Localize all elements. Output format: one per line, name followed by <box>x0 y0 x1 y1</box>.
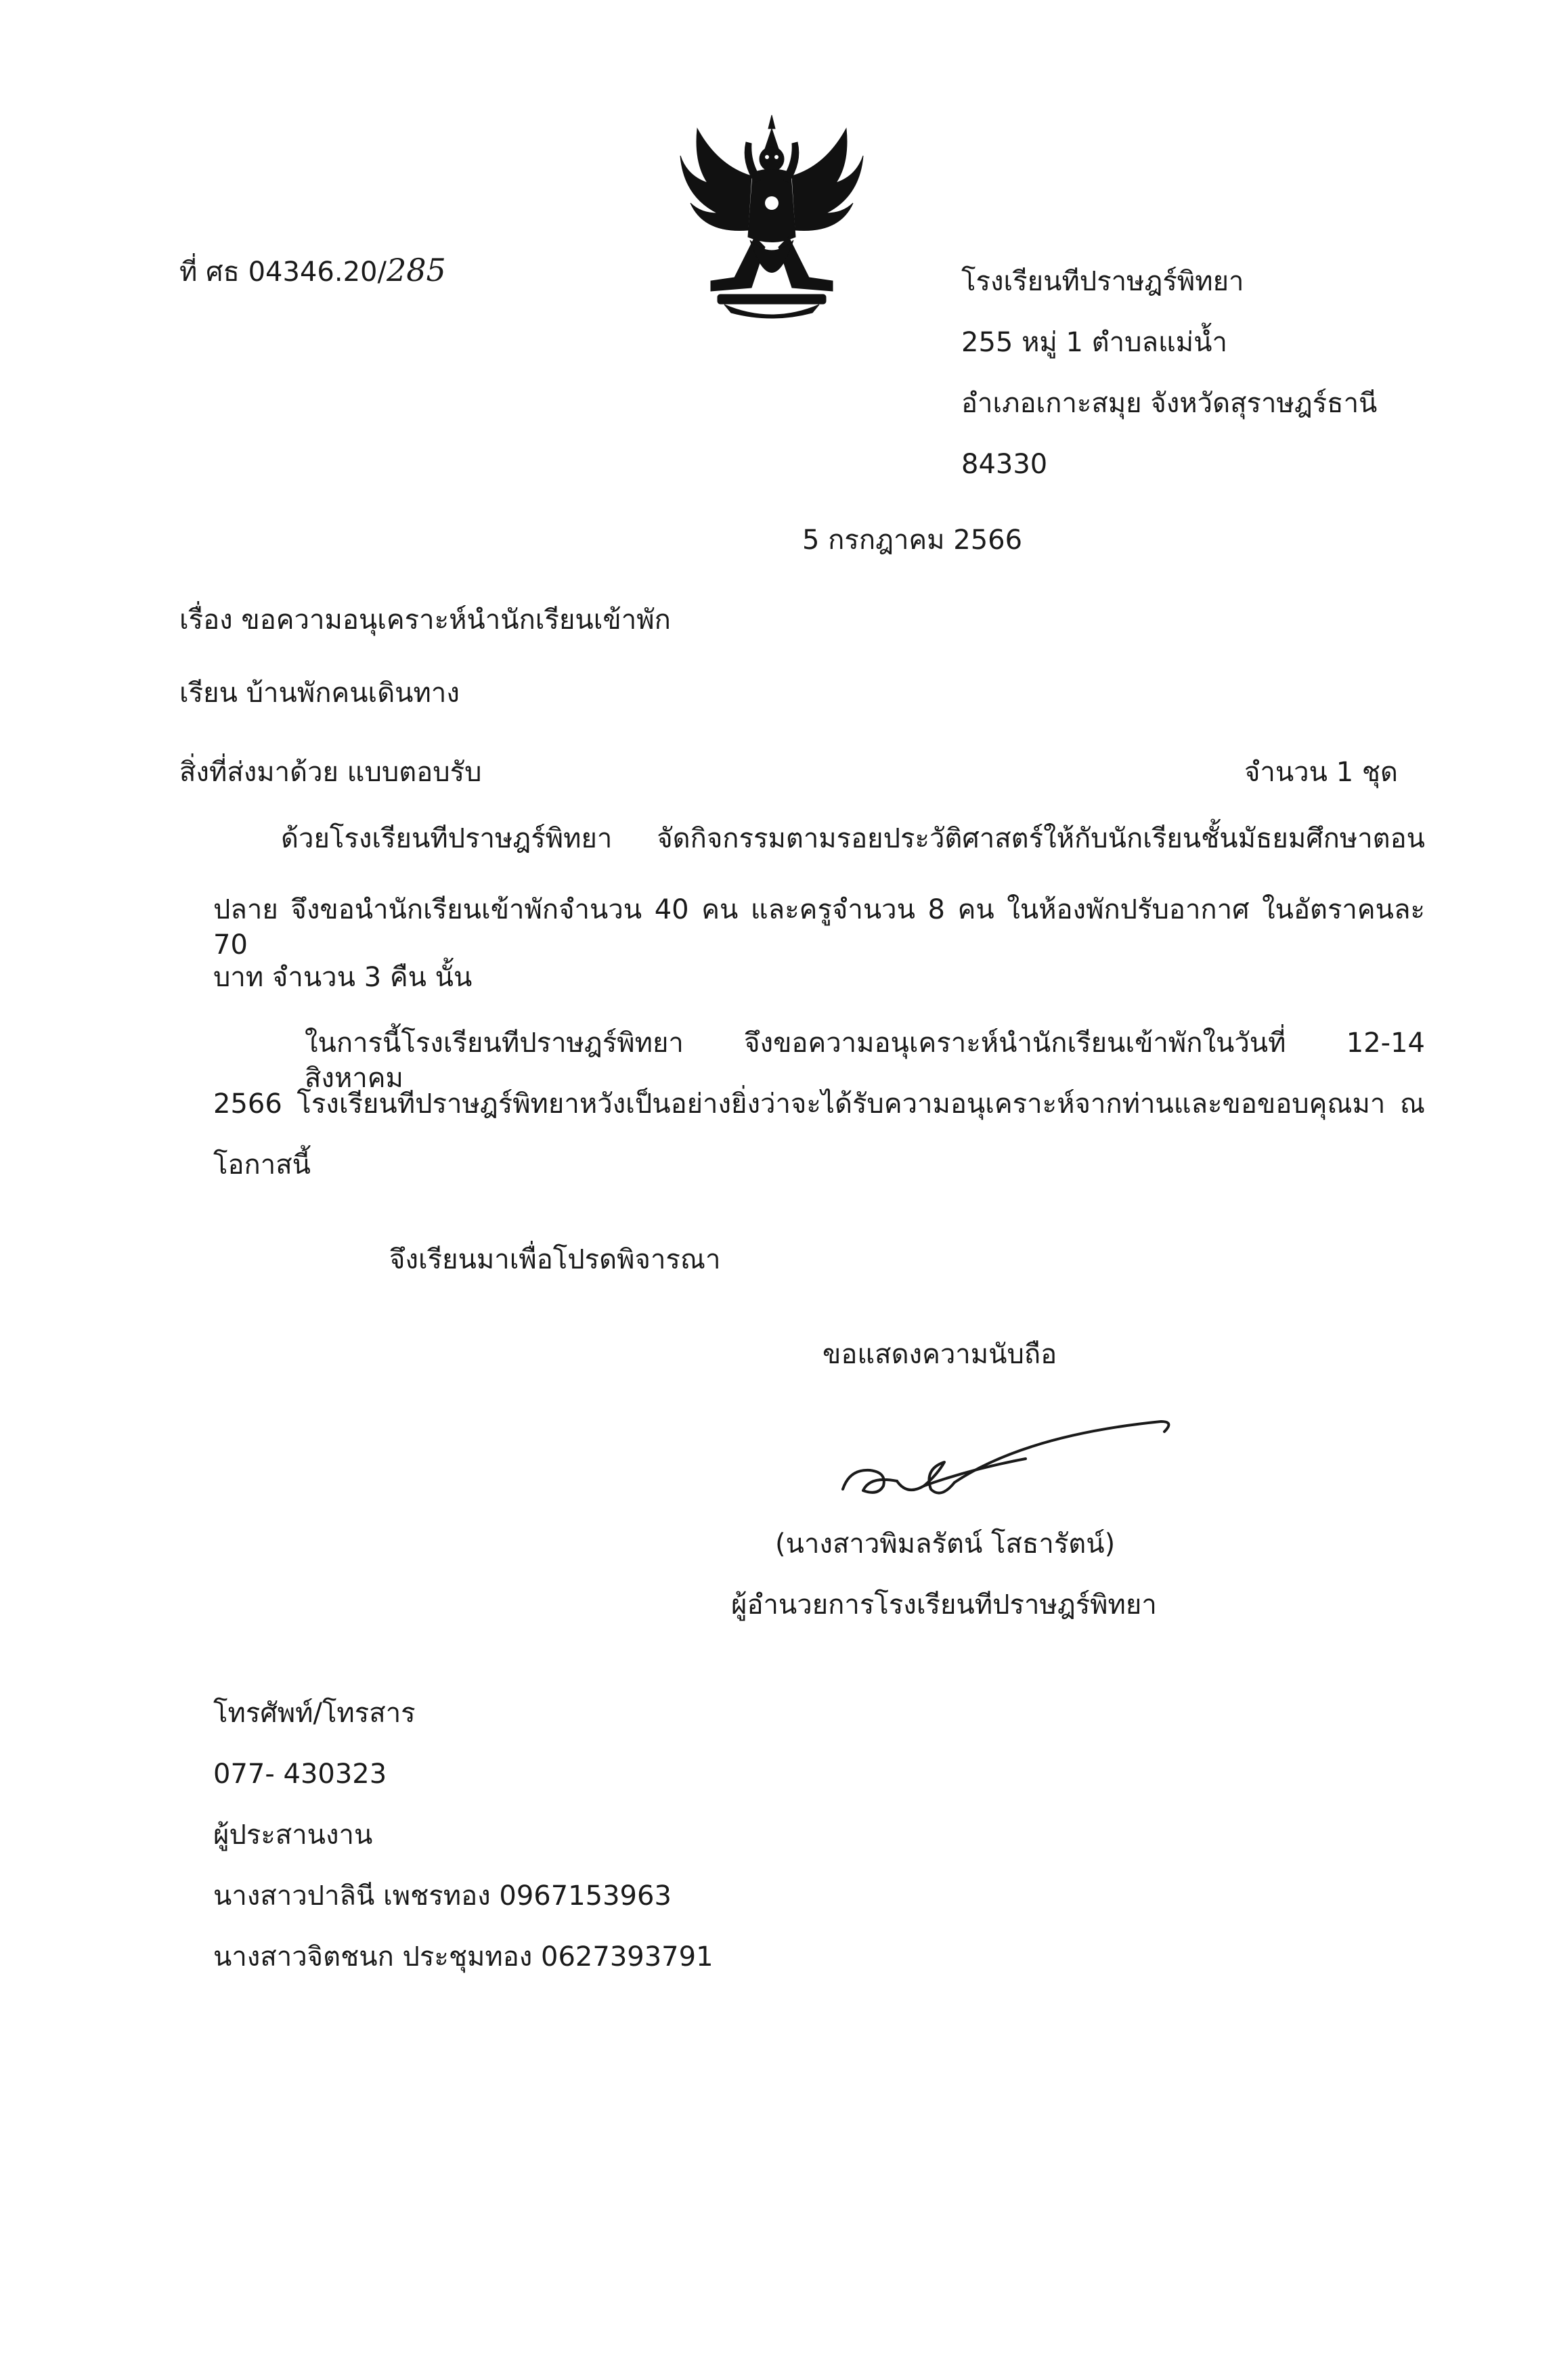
sender-postal-code: 84330 <box>961 449 1048 480</box>
paragraph1-line1: ด้วยโรงเรียนทีปราษฎร์พิทยา จัดกิจกรรมตามรอยประวัติศาสตร์ให้กับนักเรียนชั้นมัธยมศึกษาตอน <box>281 823 1425 854</box>
handwritten-signature <box>823 1394 1188 1509</box>
letter-date: 5 กรกฎาคม 2566 <box>802 525 1023 556</box>
enclosure-line: สิ่งที่ส่งมาด้วย แบบตอบรับ <box>179 757 482 788</box>
signatory-name: (นางสาวพิมลรัตน์ โสธารัตน์) <box>775 1528 1116 1560</box>
signatory-position: ผู้อำนวยการโรงเรียนทีปราษฎร์พิทยา <box>731 1589 1157 1621</box>
reference-prefix: ที่ ศธ 04346.20/ <box>179 257 387 288</box>
reference-handwritten-number: 285 <box>386 252 446 288</box>
paragraph2-line3: โอกาสนี้ <box>213 1149 311 1181</box>
enclosure-quantity: จำนวน 1 ชุด <box>1244 757 1398 788</box>
sender-name: โรงเรียนทีปราษฎร์พิทยา <box>961 266 1244 297</box>
coordinator-2: นางสาวจิตชนก ประชุมทอง 0627393791 <box>213 1941 714 1973</box>
recipient-line: เรียน บ้านพักคนเดินทาง <box>179 678 460 709</box>
paragraph2-line2: 2566 โรงเรียนทีปราษฎร์พิทยาหวังเป็นอย่างยิ่งว่าจะได้รับความอนุเคราะห์จากท่านและขอขอบคุณมา ณ <box>213 1088 1425 1120</box>
coordinator-1: นางสาวปาลินี เพชรทอง 0967153963 <box>213 1880 672 1912</box>
contact-label: โทรศัพท์/โทรสาร <box>213 1698 416 1729</box>
garuda-emblem-icon <box>670 102 873 325</box>
reference-number <box>179 250 446 291</box>
closing-request: จึงเรียนมาเพื่อโปรดพิจารณา <box>389 1244 721 1275</box>
sender-address-line2: อำเภอเกาะสมุย จังหวัดสุราษฎร์ธานี <box>961 388 1378 419</box>
paragraph1-line2: ปลาย จึงขอนำนักเรียนเข้าพักจำนวน 40 คน และครูจำนวน 8 คน ในห้องพักปรับอากาศ ในอัตราคนละ 70 <box>213 894 1425 961</box>
paragraph2-line1: ในการนี้โรงเรียนทีปราษฎร์พิทยา จึงขอความอนุเคราะห์นำนักเรียนเข้าพักในวันที่ 12-14 สิงหาคม <box>305 1028 1425 1094</box>
subject-line: เรื่อง ขอความอนุเคราะห์นำนักเรียนเข้าพัก <box>179 604 671 636</box>
sender-address-line1: 255 หมู่ 1 ตำบลแม่น้ำ <box>961 327 1227 358</box>
closing-salutation: ขอแสดงความนับถือ <box>823 1339 1057 1370</box>
paragraph1-line3: บาท จำนวน 3 คืน นั้น <box>213 962 473 993</box>
contact-phone: 077- 430323 <box>213 1759 387 1790</box>
coordinator-label: ผู้ประสานงาน <box>213 1820 373 1851</box>
